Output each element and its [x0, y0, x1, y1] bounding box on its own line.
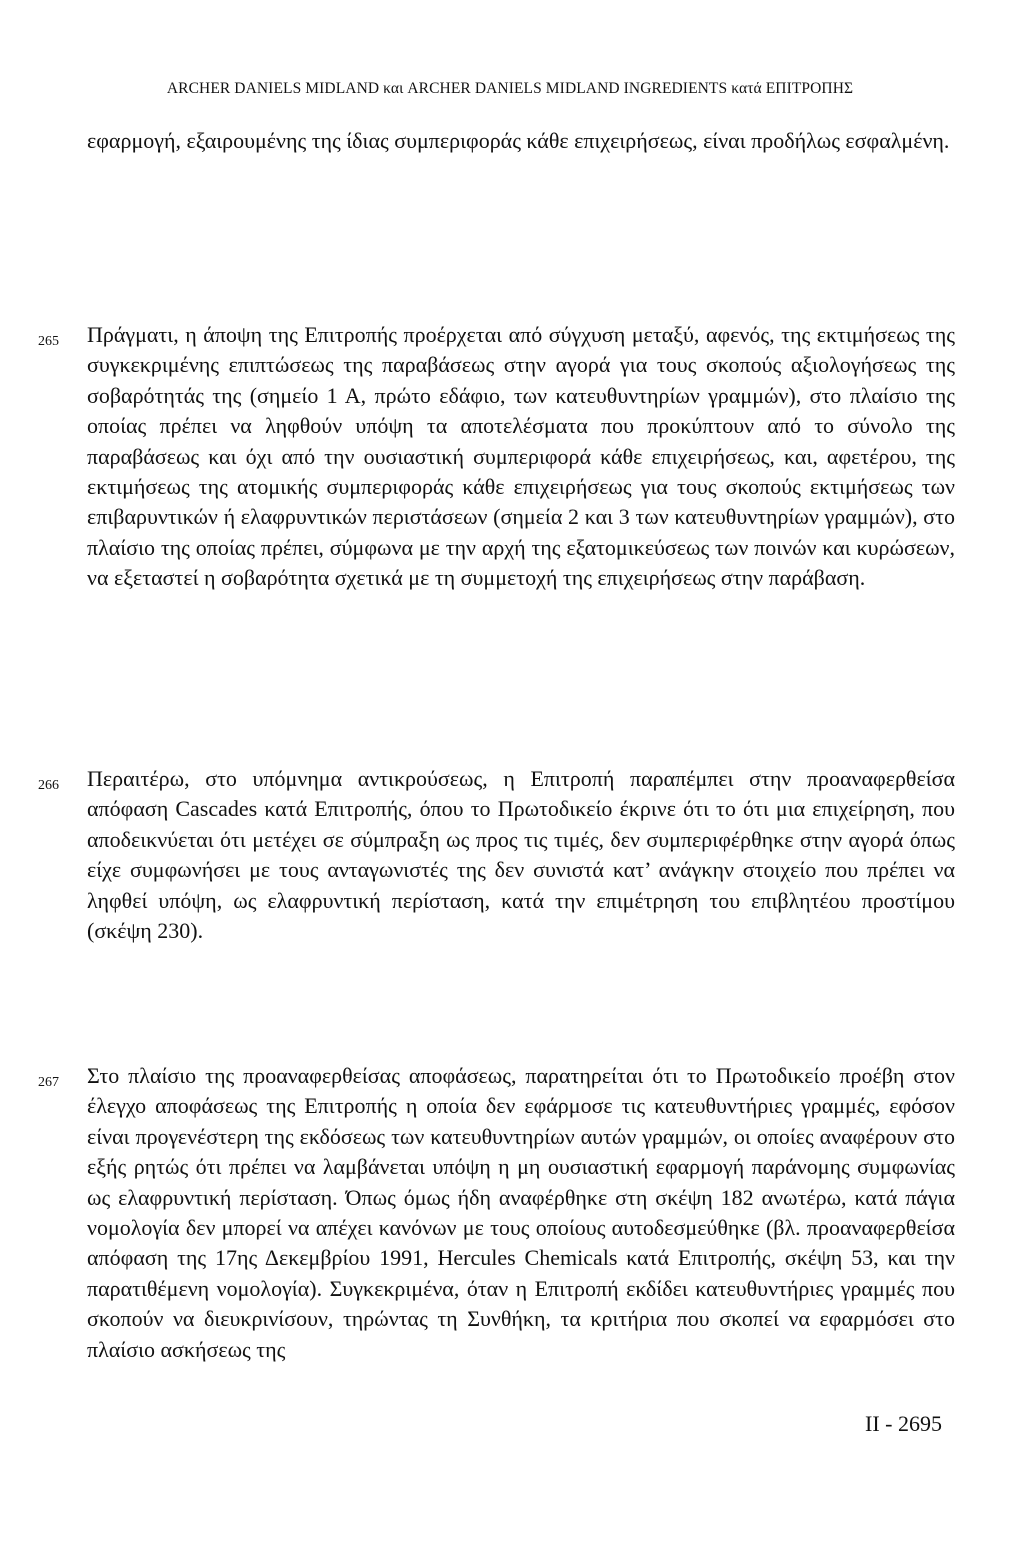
paragraph-number-266: 266: [38, 778, 59, 793]
paragraph-265: Πράγματι, η άποψη της Επιτροπής προέρχεται από σύγχυση μεταξύ, αφενός, της εκτιμήσεως της συγκεκριμένης επιπτώσεως της παραβάσεως στην αγορά για τους σκοπούς αξιολογήσεως της σοβαρότητάς της (σημείο 1 Α, πρώτο εδάφιο, των κατευθυντηρίων γραμμών), στο πλαίσιο της οποίας πρέπει να ληφθούν υπόψη τα αποτελέσματα που προκύπτουν από το σύνολο της παραβάσεως και όχι από την ουσιαστική συμπεριφορά κάθε επιχειρήσεως, και, αφετέρου, της εκτιμήσεως της ατομικής συμπεριφοράς κάθε επιχειρήσεως για τους σκοπούς εκτιμήσεως των επιβαρυντικών ή ελαφρυντικών περιστάσεων (σημεία 2 και 3 των κατευθυντηρίων γραμμών), στο πλαίσιο της οποίας πρέπει, σύμφωνα με την αρχή της εξατομικεύσεως των ποινών και κυρώσεων, να εξεταστεί η σοβαρότητα σχετικά με τη συμμετοχή της επιχειρήσεως στην παράβαση.: [87, 322, 955, 591]
paragraph-number-267: 267: [38, 1075, 59, 1090]
page-number: II - 2695: [865, 1411, 942, 1436]
continuation-text: εφαρμογή, εξαιρουμένης της ίδιας συμπεριφοράς κάθε επιχειρήσεως, είναι προδήλως εσφαλμένη.: [87, 128, 950, 153]
paragraph-number-265: 265: [38, 334, 59, 349]
paragraph-267: Στο πλαίσιο της προαναφερθείσας αποφάσεως, παρατηρείται ότι το Πρωτοδικείο προέβη στον έλεγχο αποφάσεως της Επιτροπής η οποία δεν εφάρμοσε τις κατευθυντήριες γραμμές, εφόσον είναι προγενέστερη της εκδόσεως των κατευθυντηρίων αυτών γραμμών, οι οποίες αναφέρουν στο εξής ρητώς ότι πρέπει να λαμβάνεται υπόψη η μη ουσιαστική εφαρμογή παράνομης συμφωνίας ως ελαφρυντική περίσταση. Όπως όμως ήδη αναφέρθηκε στη σκέψη 182 ανωτέρω, κατά πάγια νομολογία δεν μπορεί να απέχει κανόνων με τους οποίους αυτοδεσμεύθηκε (βλ. προαναφερθείσα απόφαση της 17ης Δεκεμβρίου 1991, Hercules Chemicals κατά Επιτροπής, σκέψη 53, και την παρατιθέμενη νομολογία). Συγκεκριμένα, όταν η Επιτροπή εκδίδει κατευθυντήριες γραμμές που σκοπούν να διευκρινίσουν, τηρώντας τη Συνθήκη, τα κριτήρια που σκοπεί να εφαρμόσει στο πλαίσιο ασκήσεως της: [87, 1063, 955, 1362]
running-header: ARCHER DANIELS MIDLAND και ARCHER DANIELS MIDLAND INGREDIENTS κατά ΕΠΙΤΡΟΠΗΣ: [166, 80, 854, 97]
paragraph-266: Περαιτέρω, στο υπόμνημα αντικρούσεως, η Επιτροπή παραπέμπει στην προαναφερθείσα απόφαση Cascades κατά Επιτροπής, όπου το Πρωτοδικείο έκρινε ότι το ότι μια επιχείρηση, που αποδεικνύεται ότι μετέχει σε σύμπραξη ως προς τις τιμές, δεν συμπεριφέρθηκε στην αγορά όπως είχε συμφωνήσει με τους ανταγωνιστές της δεν συνιστά κατ’ ανάγκην στοιχείο που πρέπει να ληφθεί υπόψη, ως ελαφρυντική περίσταση, κατά την επιμέτρηση του επιβλητέου προστίμου (σκέψη 230).: [87, 766, 955, 944]
